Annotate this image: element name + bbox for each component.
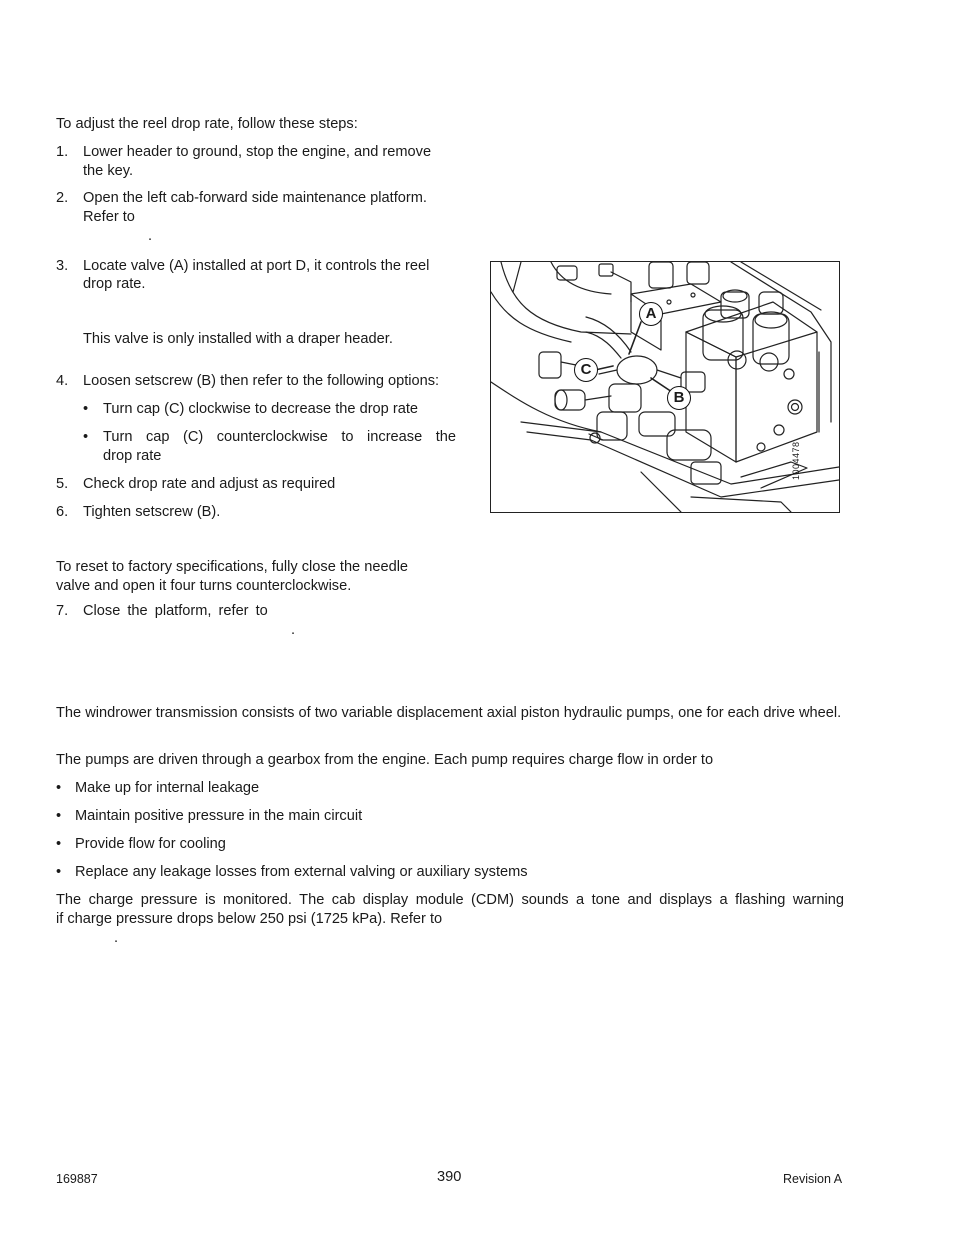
step-number: 4. [56,373,69,389]
transmission-paragraph-3-line-3: . [114,930,119,946]
bullet: • [56,864,62,880]
figure-id: 1004478 [791,441,801,480]
bullet: • [83,401,89,417]
transmission-paragraph-3-line-2: if charge pressure drops below 250 psi (1725 kPa). Refer to [56,911,443,927]
step-number: 6. [56,504,69,520]
footer-revision: Revision A [783,1172,843,1186]
option-text: Turn cap (C) counterclockwise to increase the [103,429,456,445]
step-number: 3. [56,258,69,274]
step-text: the key. [83,163,134,179]
step-text: Tighten setscrew (B). [83,504,221,520]
option-text: Turn cap (C) clockwise to decrease the drop rate [103,401,418,417]
bullet: • [56,836,62,852]
callout-a: A [639,302,663,326]
list-item: Make up for internal leakage [75,780,260,796]
step-text: Locate valve (A) installed at port D, it controls the reel [83,258,430,274]
intro-text: To adjust the reel drop rate, follow these steps: [56,116,358,132]
step-text: Loosen setscrew (B) then refer to the following options: [83,373,440,389]
note-text: This valve is only installed with a draper header. [83,331,393,347]
step-number: 5. [56,476,69,492]
callout-c: C [574,358,598,382]
step-text: drop rate. [83,276,146,292]
step-text: Open the left cab-forward side maintenance platform. [83,190,427,206]
reset-note-line: To reset to factory specifications, fully close the needle [56,559,409,575]
footer-page-number: 390 [437,1169,462,1185]
list-item: Replace any leakage losses from external valving or auxiliary systems [75,864,528,880]
bullet: • [56,780,62,796]
transmission-paragraph-2: The pumps are driven through a gearbox from the engine. Each pump requires charge flow in order to [56,752,714,768]
valve-illustration [490,261,840,513]
step-period: . [291,622,296,638]
step-reference-text: Refer to [83,209,135,225]
footer-document-number: 169887 [56,1172,98,1186]
list-item: Provide flow for cooling [75,836,226,852]
reset-note-line: valve and open it four turns counterclockwise. [56,578,352,594]
step-number: 1. [56,144,69,160]
step-number: 2. [56,190,69,206]
step-number: 7. [56,603,69,619]
callout-b: B [667,386,691,410]
step-text: Lower header to ground, stop the engine, and remove [83,144,432,160]
list-item: Maintain positive pressure in the main circuit [75,808,363,824]
option-text: drop rate [103,448,162,464]
bullet: • [56,808,62,824]
step-text: Check drop rate and adjust as required [83,476,336,492]
step-text: Close the platform, refer to [83,603,268,619]
step-period: . [148,228,153,244]
transmission-paragraph-3-line-1: The charge pressure is monitored. The cab display module (CDM) sounds a tone and displays a flashing warning [56,892,844,908]
bullet: • [83,429,89,445]
transmission-paragraph-1: The windrower transmission consists of two variable displacement axial piston hydraulic pumps, one for each drive wheel. [56,705,842,721]
